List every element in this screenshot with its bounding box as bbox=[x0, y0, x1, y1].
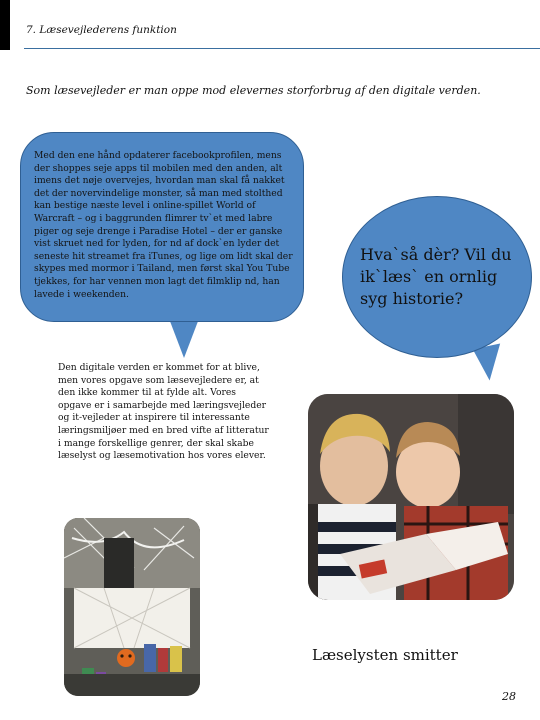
photo-halloween-books bbox=[64, 518, 200, 696]
question-bubble-text: Hva`så dèr? Vil du ik`læs` en ornlig syg historie? bbox=[360, 245, 512, 308]
photo-boys-illustration bbox=[308, 394, 514, 600]
page-subtitle: Som læsevejleder er man oppe mod elevernes storforbrug af den digitale verden. bbox=[26, 84, 481, 97]
photo-caption: Læselysten smitter bbox=[312, 646, 458, 664]
page-number: 28 bbox=[502, 690, 516, 703]
speech-bubble-text: Med den ene hånd opdaterer facebookprofilen, mens der shoppes seje apps til mobilen med den anden, alt imens det nøje overvejes, hvordan man skal få nakket det der novervindelige monster, så man med stolthed kan bestige næste level i online-spillet World of Warcraft – og i baggrunden flimrer tv`et med labre piger og seje drenge i Paradise Hotel – der er ganske vist skruet ned for lyden, for nd af dock`en lyder det seneste hit streamet fra iTunes, og lige om lidt skal der skypes med mormor i Tailand, men først skal You Tube tjekkes, for har vennen mon lagt det filmklip nd, han lavede i weekenden. bbox=[34, 150, 293, 300]
header-divider bbox=[24, 48, 540, 49]
chapter-heading: 7. Læsevejlederens funktion bbox=[26, 24, 177, 36]
photo-boys-reading bbox=[308, 394, 514, 600]
header-accent-bar bbox=[0, 0, 10, 50]
speech-bubble-tail bbox=[168, 316, 200, 358]
photo-halloween-illustration bbox=[64, 518, 200, 696]
body-paragraph: Den digitale verden er kommet for at blive, men vores opgave som læsevejledere er, at den ikke kommer til at fylde alt. Vores opgave er i samarbejde med læringsvejleder og it-vejleder at inspirere til interessante læringsmiljøer med en bred vifte af litteratur i mange forskellige genrer, der skal skabe læselyst og læsemotivation hos vores elever. bbox=[58, 362, 269, 462]
